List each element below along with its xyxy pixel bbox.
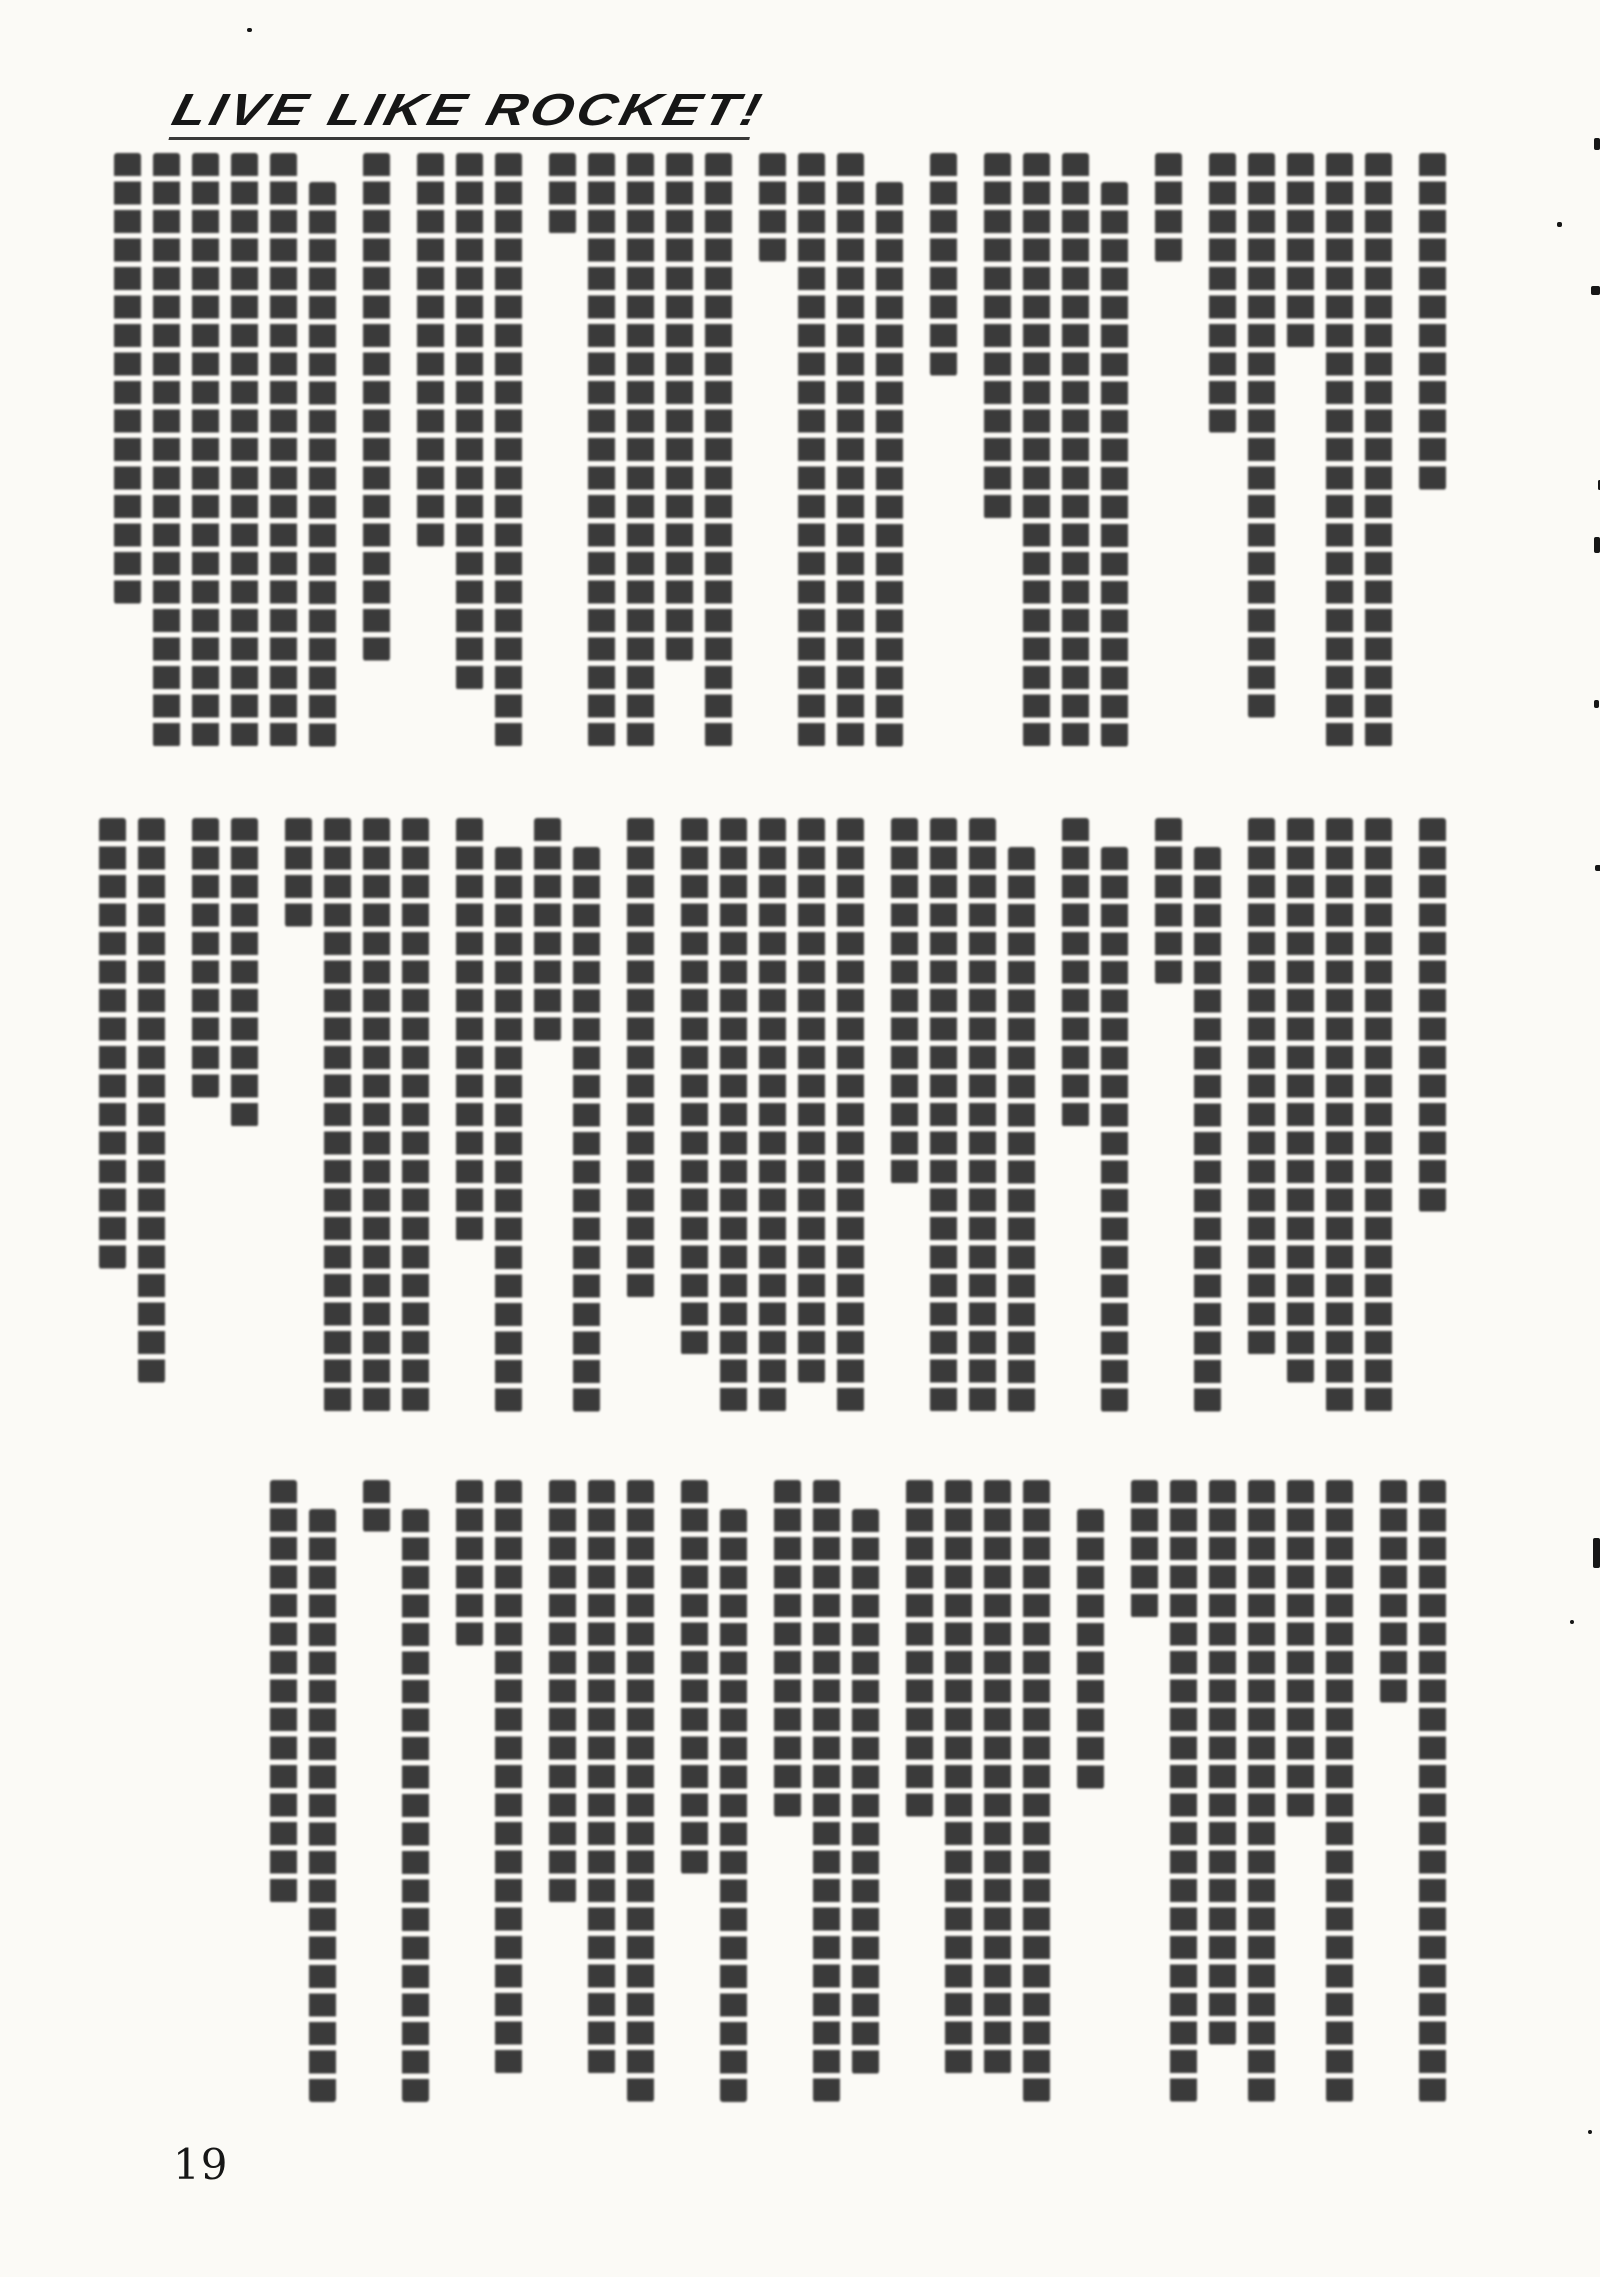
redacted-text-column (627, 818, 654, 1298)
redacted-text-column (456, 818, 483, 1241)
redacted-text-column (1077, 1509, 1104, 1789)
redacted-text-column (1101, 847, 1128, 1412)
redacted-text-column (309, 182, 336, 747)
redacted-text-column (1209, 153, 1236, 433)
redacted-text-column (588, 1480, 615, 2074)
redacted-text-column (1380, 1480, 1407, 1703)
scan-speck (1557, 222, 1562, 227)
redacted-text-column (1155, 153, 1182, 262)
redacted-text-column (1023, 153, 1050, 747)
redacted-text-column (1419, 818, 1446, 1212)
redacted-text-column (417, 153, 444, 547)
redacted-text-column (231, 153, 258, 747)
redacted-text-column (270, 153, 297, 747)
redacted-text-column (192, 818, 219, 1098)
redacted-text-column (1194, 847, 1221, 1412)
redacted-text-column (1248, 1480, 1275, 2102)
redacted-text-column (1209, 1480, 1236, 2045)
redacted-text-column (324, 818, 351, 1412)
redacted-text-column (1365, 153, 1392, 747)
redacted-text-column (495, 847, 522, 1412)
redacted-text-column (309, 1509, 336, 2103)
redacted-text-column (138, 818, 165, 1383)
redacted-text-column (1326, 818, 1353, 1412)
redacted-text-column (837, 818, 864, 1412)
redacted-text-column (1287, 153, 1314, 348)
redacted-text-column (1170, 1480, 1197, 2102)
redacted-text-column (720, 818, 747, 1412)
redacted-text-column (798, 818, 825, 1383)
redacted-text-column (1419, 153, 1446, 490)
redacted-text-column (984, 153, 1011, 519)
scan-speck (1594, 700, 1599, 708)
scan-speck (1593, 1538, 1600, 1568)
redacted-text-column (1062, 818, 1089, 1127)
redacted-text-column (906, 1480, 933, 1817)
redacted-text-column (1008, 847, 1035, 1412)
redacted-text-column (798, 153, 825, 747)
redacted-text-column (1062, 153, 1089, 747)
redacted-text-column (1155, 818, 1182, 984)
redacted-text-column (774, 1480, 801, 1817)
logo-text: LIVE LIKE ROCKET! (167, 84, 770, 135)
scan-speck (1591, 286, 1600, 295)
redacted-text-column (627, 153, 654, 747)
redacted-text-column (720, 1509, 747, 2103)
page-number: 19 (173, 2140, 229, 2189)
redacted-text-column (114, 153, 141, 604)
redacted-text-column (1023, 1480, 1050, 2102)
redacted-text-column (402, 1509, 429, 2103)
redacted-text-column (1248, 818, 1275, 1355)
redacted-text-column (1365, 818, 1392, 1412)
redacted-text-column (534, 818, 561, 1041)
redacted-text-column (549, 1480, 576, 1903)
redacted-text-column (891, 818, 918, 1184)
redacted-text-column (876, 182, 903, 747)
redacted-text-column (969, 818, 996, 1412)
redacted-text-column (363, 153, 390, 661)
redacted-text-column (705, 153, 732, 747)
redacted-text-column (402, 818, 429, 1412)
redacted-text-column (573, 847, 600, 1412)
scan-speck (1595, 865, 1600, 871)
redacted-text-column (666, 153, 693, 661)
redacted-text-column (588, 153, 615, 747)
redacted-text-column (1287, 818, 1314, 1383)
redacted-text-column (456, 1480, 483, 1646)
redacted-text-column (285, 818, 312, 927)
redacted-text-column (192, 153, 219, 747)
redacted-text-column (759, 818, 786, 1412)
scan-speck (1594, 537, 1600, 553)
redacted-text-column (930, 153, 957, 376)
redacted-text-column (930, 818, 957, 1412)
redacted-text-column (1101, 182, 1128, 747)
redacted-text-column (495, 153, 522, 747)
redacted-text-column (270, 1480, 297, 1903)
redacted-text-column (363, 818, 390, 1412)
redacted-text-column (549, 153, 576, 234)
redacted-text-column (1248, 153, 1275, 718)
redacted-text-column (1326, 153, 1353, 747)
redacted-text-column (852, 1509, 879, 2074)
redacted-text-column (99, 818, 126, 1269)
redacted-text-column (1287, 1480, 1314, 1817)
redacted-text-column (984, 1480, 1011, 2074)
redacted-text-column (681, 818, 708, 1355)
redacted-text-column (1131, 1480, 1158, 1618)
redacted-text-column (363, 1480, 390, 1532)
scan-speck (247, 28, 252, 32)
redacted-text-column (456, 153, 483, 690)
redacted-text-column (627, 1480, 654, 2102)
redacted-text-column (231, 818, 258, 1127)
redacted-text-column (945, 1480, 972, 2074)
scan-speck (1570, 1620, 1574, 1624)
redacted-text-column (681, 1480, 708, 1874)
redacted-text-column (1326, 1480, 1353, 2102)
redacted-text-column (837, 153, 864, 747)
redacted-text-column (759, 153, 786, 262)
redacted-text-column (1419, 1480, 1446, 2102)
redacted-text-column (153, 153, 180, 747)
redacted-text-column (813, 1480, 840, 2102)
scan-speck (1588, 2130, 1592, 2134)
scan-speck (1594, 138, 1600, 150)
redacted-text-column (495, 1480, 522, 2074)
